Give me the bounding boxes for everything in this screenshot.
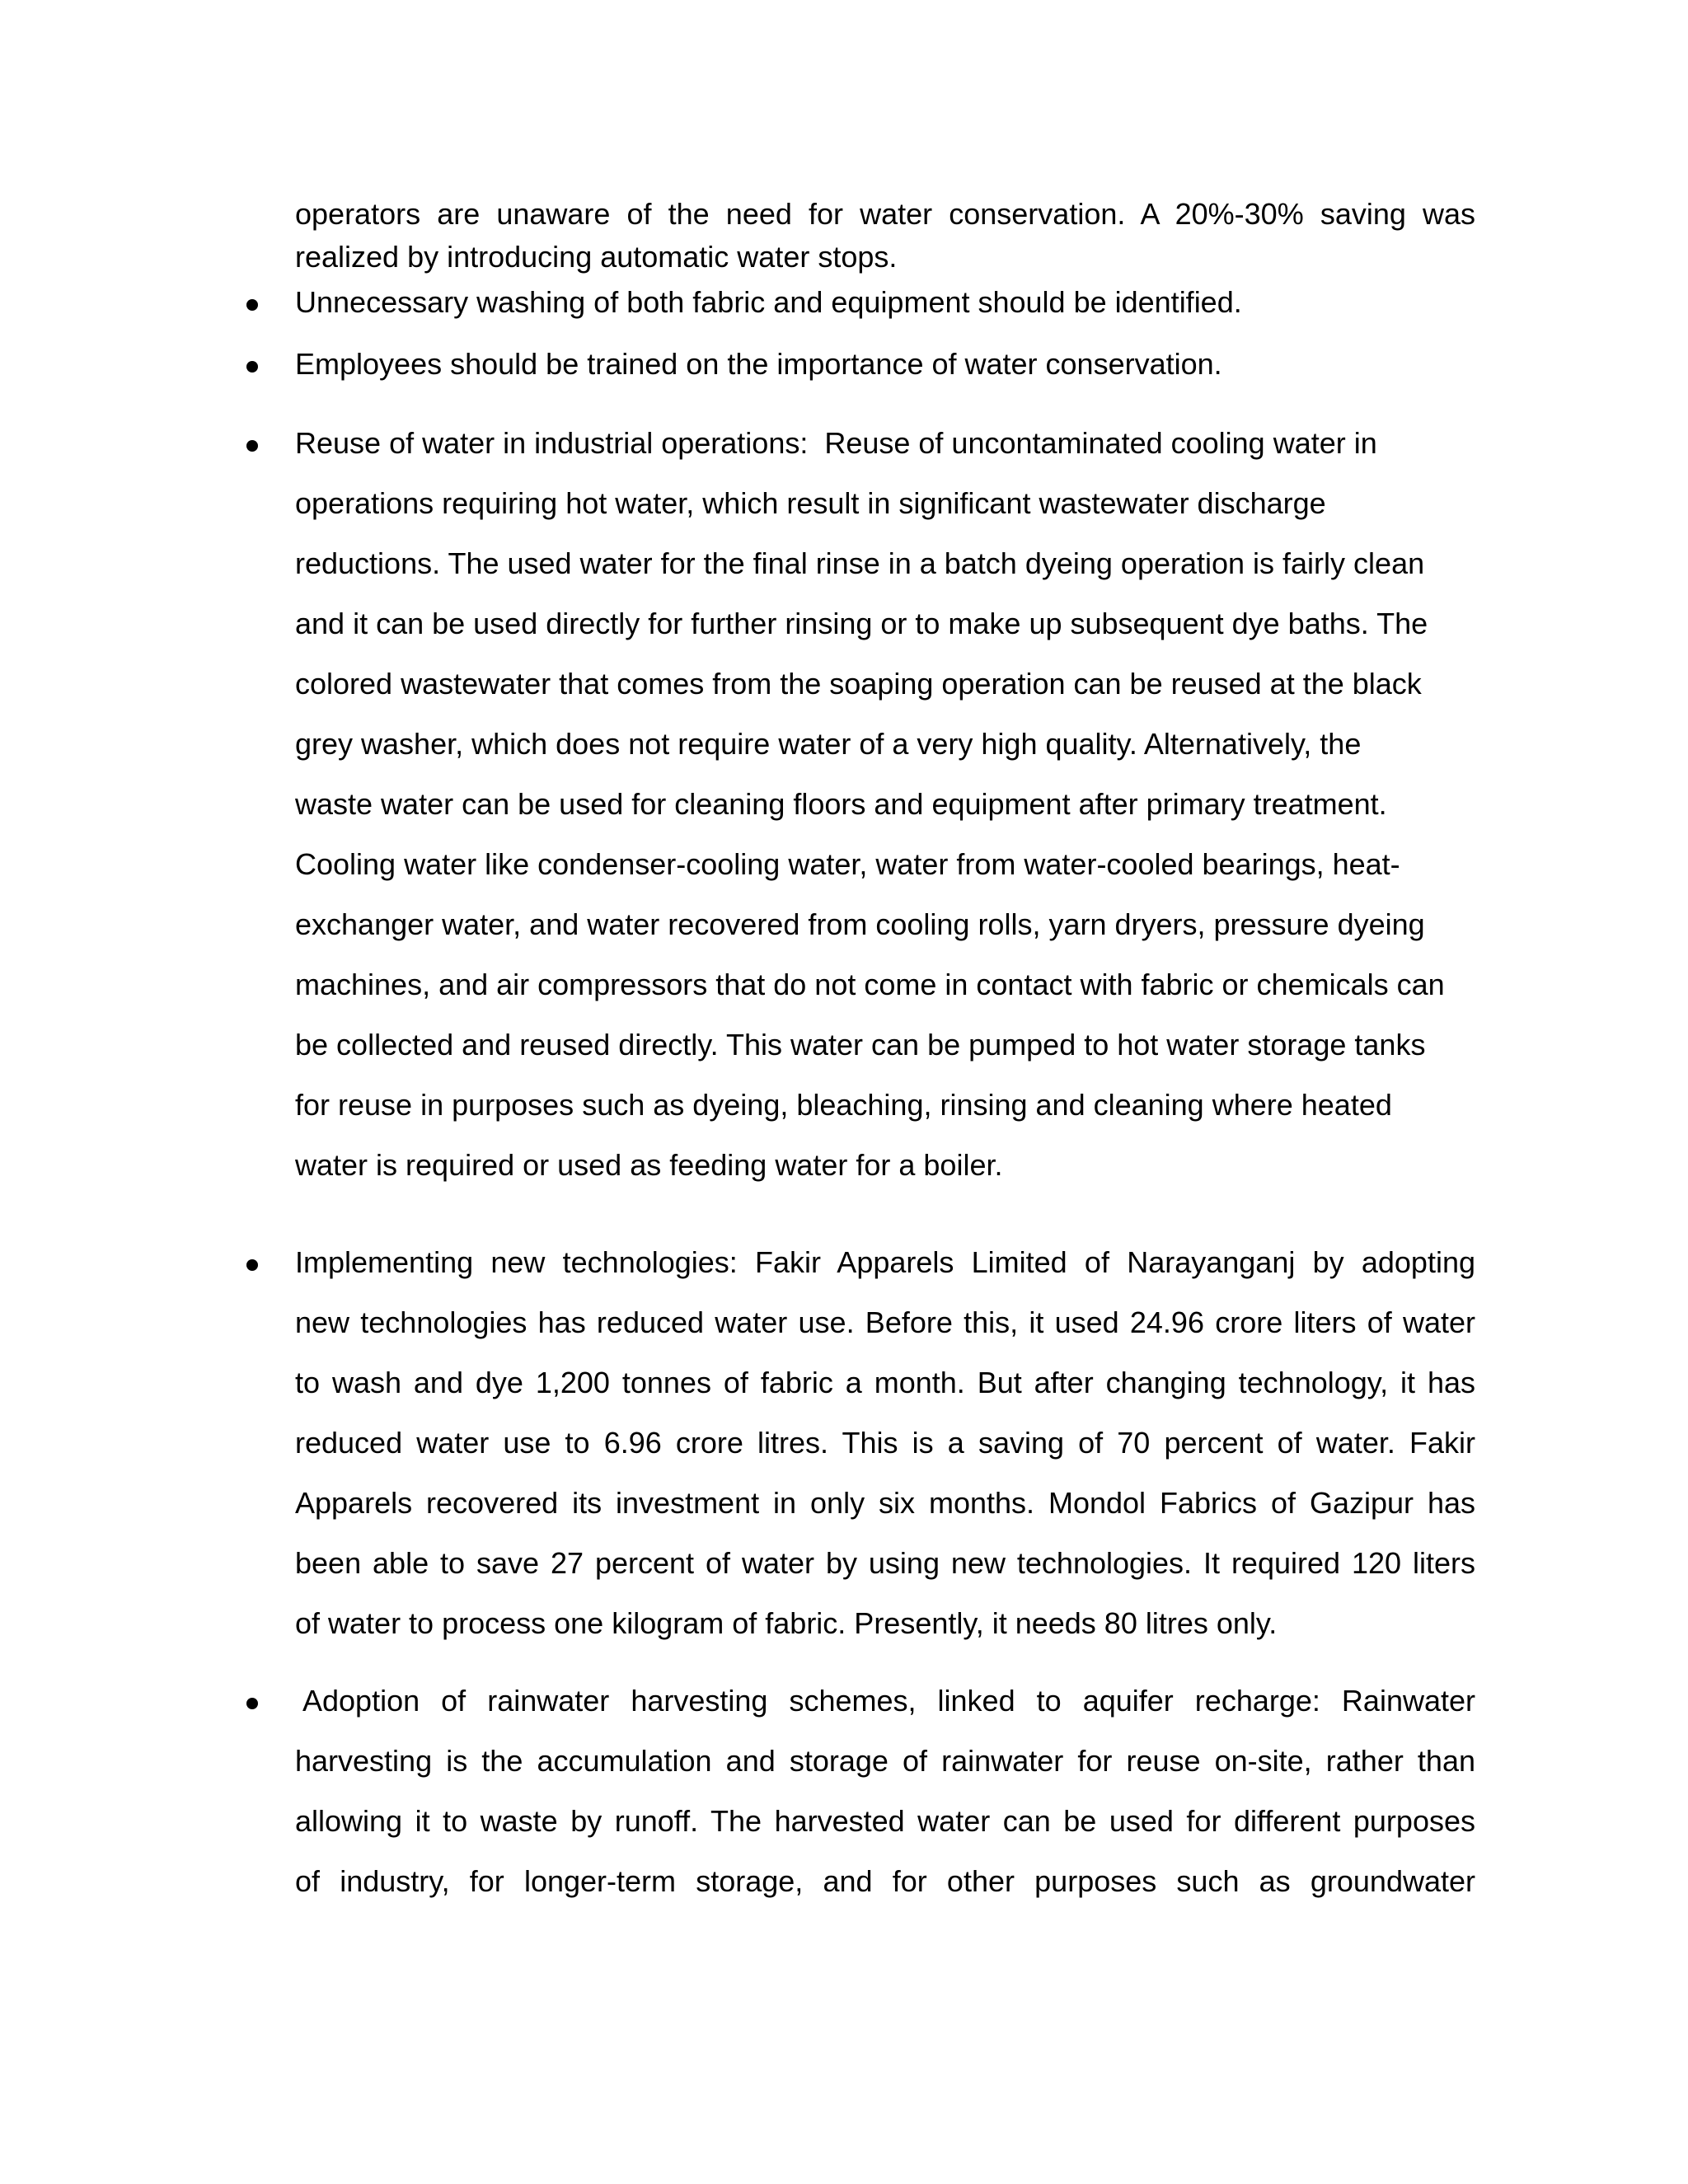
body-line: harvesting is the accumulation and storage of rainwater for reuse on-site, rather than — [295, 1744, 1475, 1778]
body-line: Unnecessary washing of both fabric and equipment should be identified. — [295, 285, 1242, 319]
bullet-icon — [246, 1259, 258, 1271]
bullet-item-rainwater-harvesting — [295, 1671, 1475, 1911]
body-line: exchanger water, and water recovered from cooling rolls, yarn dryers, pressure dyeing — [295, 907, 1425, 941]
body-line: grey washer, which does not require water of a very high quality. Alternatively, the — [295, 727, 1362, 761]
body-line: operators are unaware of the need for water conservation. A 20%-30% saving was — [295, 197, 1475, 231]
body-line: be collected and reused directly. This water can be pumped to hot water storage tanks — [295, 1028, 1426, 1062]
body-line: and it can be used directly for further rinsing or to make up subsequent dye baths. The — [295, 607, 1428, 640]
body-line: colored wastewater that comes from the soaping operation can be reused at the black — [295, 667, 1422, 701]
body-line: to wash and dye 1,200 tonnes of fabric a month. But after changing technology, it has — [295, 1366, 1475, 1399]
bullet-icon — [246, 299, 258, 311]
body-line: waste water can be used for cleaning floors and equipment after primary treatment. — [295, 787, 1387, 821]
body-line: of water to process one kilogram of fabric. Presently, it needs 80 litres only. — [295, 1606, 1278, 1640]
bullet-icon — [246, 361, 258, 373]
bullet-icon — [246, 440, 258, 452]
body-line: Reuse of water in industrial operations: Reuse of uncontaminated cooling water in — [295, 426, 1377, 460]
body-line: Implementing new technologies: Fakir Apparels Limited of Narayanganj by adopting — [295, 1245, 1475, 1279]
bullet-icon — [246, 1698, 258, 1709]
bullet-item-new-technologies — [295, 1232, 1475, 1653]
bullet-item-employee-training — [295, 343, 1475, 386]
body-line: new technologies has reduced water use. Before this, it used 24.96 crore liters of water — [295, 1305, 1475, 1339]
body-line: of industry, for longer-term storage, and for other purposes such as groundwater — [295, 1864, 1475, 1898]
body-line: reduced water use to 6.96 crore litres. This is a saving of 70 percent of water. Fakir — [295, 1426, 1475, 1460]
bullet-item-unnecessary-washing — [295, 281, 1475, 324]
body-line: realized by introducing automatic water stops. — [295, 240, 898, 274]
body-line: Apparels recovered its investment in only six months. Mondol Fabrics of Gazipur has — [295, 1486, 1475, 1520]
continuation-paragraph — [295, 193, 1475, 279]
body-line: Adoption of rainwater harvesting schemes, linked to aquifer recharge: Rainwater — [302, 1684, 1475, 1718]
bullet-item-water-reuse — [295, 413, 1475, 1195]
body-line: water is required or used as feeding water for a boiler. — [295, 1148, 1003, 1182]
body-line: for reuse in purposes such as dyeing, bleaching, rinsing and cleaning where heated — [295, 1088, 1392, 1122]
body-line: Cooling water like condenser-cooling water, water from water-cooled bearings, heat- — [295, 847, 1400, 881]
body-line: operations requiring hot water, which result in significant wastewater discharge — [295, 486, 1326, 520]
body-line: reductions. The used water for the final rinse in a batch dyeing operation is fairly clean — [295, 546, 1425, 580]
body-line: machines, and air compressors that do not come in contact with fabric or chemicals can — [295, 968, 1445, 1001]
body-line: been able to save 27 percent of water by using new technologies. It required 120 liters — [295, 1546, 1475, 1580]
body-line: Employees should be trained on the importance of water conservation. — [295, 347, 1222, 381]
body-line: allowing it to waste by runoff. The harvested water can be used for different purposes — [295, 1804, 1475, 1838]
